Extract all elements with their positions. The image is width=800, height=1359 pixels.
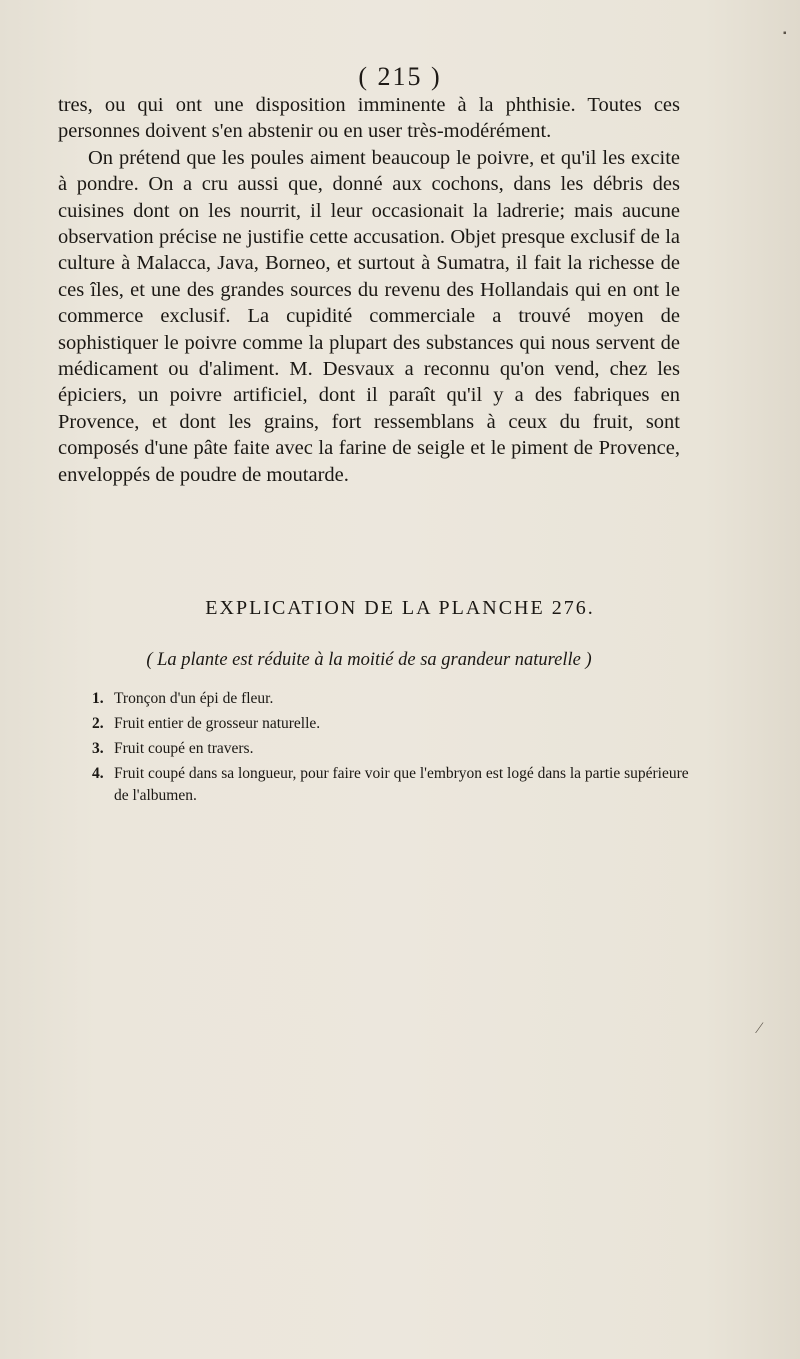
legend-text: Fruit coupé dans sa longueur, pour faire voir que l'embryon est logé dans la partie supérieure de l'albumen. xyxy=(114,765,689,804)
page-number: ( 215 ) xyxy=(358,62,442,91)
legend-item xyxy=(92,763,692,807)
plate-title: EXPLICATION DE LA PLANCHE 276. xyxy=(205,597,595,619)
ink-speck: ▪ xyxy=(783,28,787,39)
legend-text: Fruit entier de grosseur naturelle. xyxy=(114,715,321,732)
paragraph-1: tres, ou qui ont une disposition imminente à la phthisie. Toutes ces personnes doivent s'en abstenir ou en user très-modérément. xyxy=(58,94,680,143)
body-text xyxy=(58,92,680,488)
legend-item xyxy=(92,738,692,760)
legend-number: 2. xyxy=(92,715,104,732)
legend-item xyxy=(92,713,692,735)
legend-text: Tronçon d'un épi de fleur. xyxy=(114,690,274,707)
legend-item xyxy=(92,688,692,710)
pencil-tick-mark: ⁄ xyxy=(758,1020,761,1037)
legend-number: 4. xyxy=(92,765,104,782)
plate-subtitle: ( La plante est réduite à la moitié de sa grandeur naturelle ) xyxy=(146,650,592,670)
paragraph-2: On prétend que les poules aiment beaucoup le poivre, et qu'il les excite à pondre. On a cru aussi que, donné aux cochons, dans les débris des cuisines dont on les nourrit, il leur occasionait la ladrerie; mais aucune observation précise ne justifie cette accusation. Objet presque exclusif de la culture à Malacca, Java, Borneo, et surtout à Sumatra, il fait la richesse de ces îles, et une des grandes sources du revenu des Hollandais qui en ont le commerce exclusif. La cupidité commerciale a trouvé moyen de sophistiquer le poivre comme la plupart des substances qui nous servent de médicament ou d'aliment. M. Desvaux a reconnu qu'on vend, chez les épiciers, un poivre artificiel, dont il paraît qu'il y a des fabriques en Provence, et dont les grains, fort ressemblans à ceux du fruit, sont composés d'une pâte faite avec la farine de seigle et le piment de Provence, enveloppés de poudre de moutarde. xyxy=(58,146,680,486)
plate-legend xyxy=(92,688,692,810)
legend-number: 1. xyxy=(92,690,104,707)
legend-number: 3. xyxy=(92,740,104,757)
legend-text: Fruit coupé en travers. xyxy=(114,740,254,757)
